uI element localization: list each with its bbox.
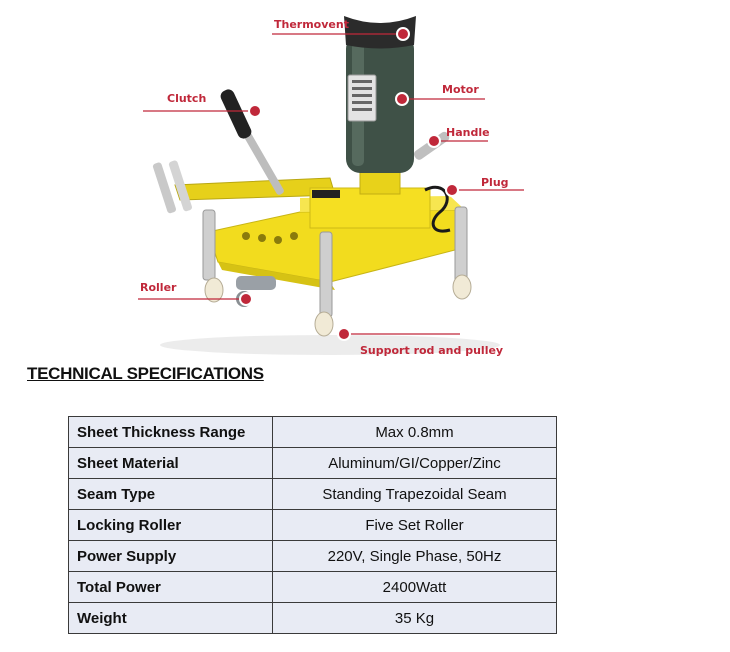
spec-value: 35 Kg [273, 603, 557, 634]
callout-clutch: Clutch [167, 92, 207, 105]
spec-label: Weight [69, 603, 273, 634]
spec-label: Total Power [69, 572, 273, 603]
table-row [69, 510, 557, 541]
specs-table [68, 416, 557, 634]
spec-label: Seam Type [69, 479, 273, 510]
spec-value: 2400Watt [273, 572, 557, 603]
spec-label: Power Supply [69, 541, 273, 572]
callout-thermovent: Thermovent [274, 18, 349, 31]
table-row [69, 417, 557, 448]
callout-support-rod-pulley: Support rod and pulley [360, 344, 504, 357]
specs-heading: TECHNICAL SPECIFICATIONS [27, 364, 264, 383]
callout-roller: Roller [140, 281, 177, 294]
spec-value: Five Set Roller [273, 510, 557, 541]
spec-value: Aluminum/GI/Copper/Zinc [273, 448, 557, 479]
spec-label: Sheet Material [69, 448, 273, 479]
callout-motor: Motor [442, 83, 479, 96]
spec-value: Standing Trapezoidal Seam [273, 479, 557, 510]
spec-value: 220V, Single Phase, 50Hz [273, 541, 557, 572]
callout-plug: Plug [481, 176, 509, 189]
spec-label: Sheet Thickness Range [69, 417, 273, 448]
spec-value: Max 0.8mm [273, 417, 557, 448]
callout-handle: Handle [446, 126, 490, 139]
spec-label: Locking Roller [69, 510, 273, 541]
table-row [69, 448, 557, 479]
table-row [69, 572, 557, 603]
table-row [69, 541, 557, 572]
table-row [69, 479, 557, 510]
table-row [69, 603, 557, 634]
